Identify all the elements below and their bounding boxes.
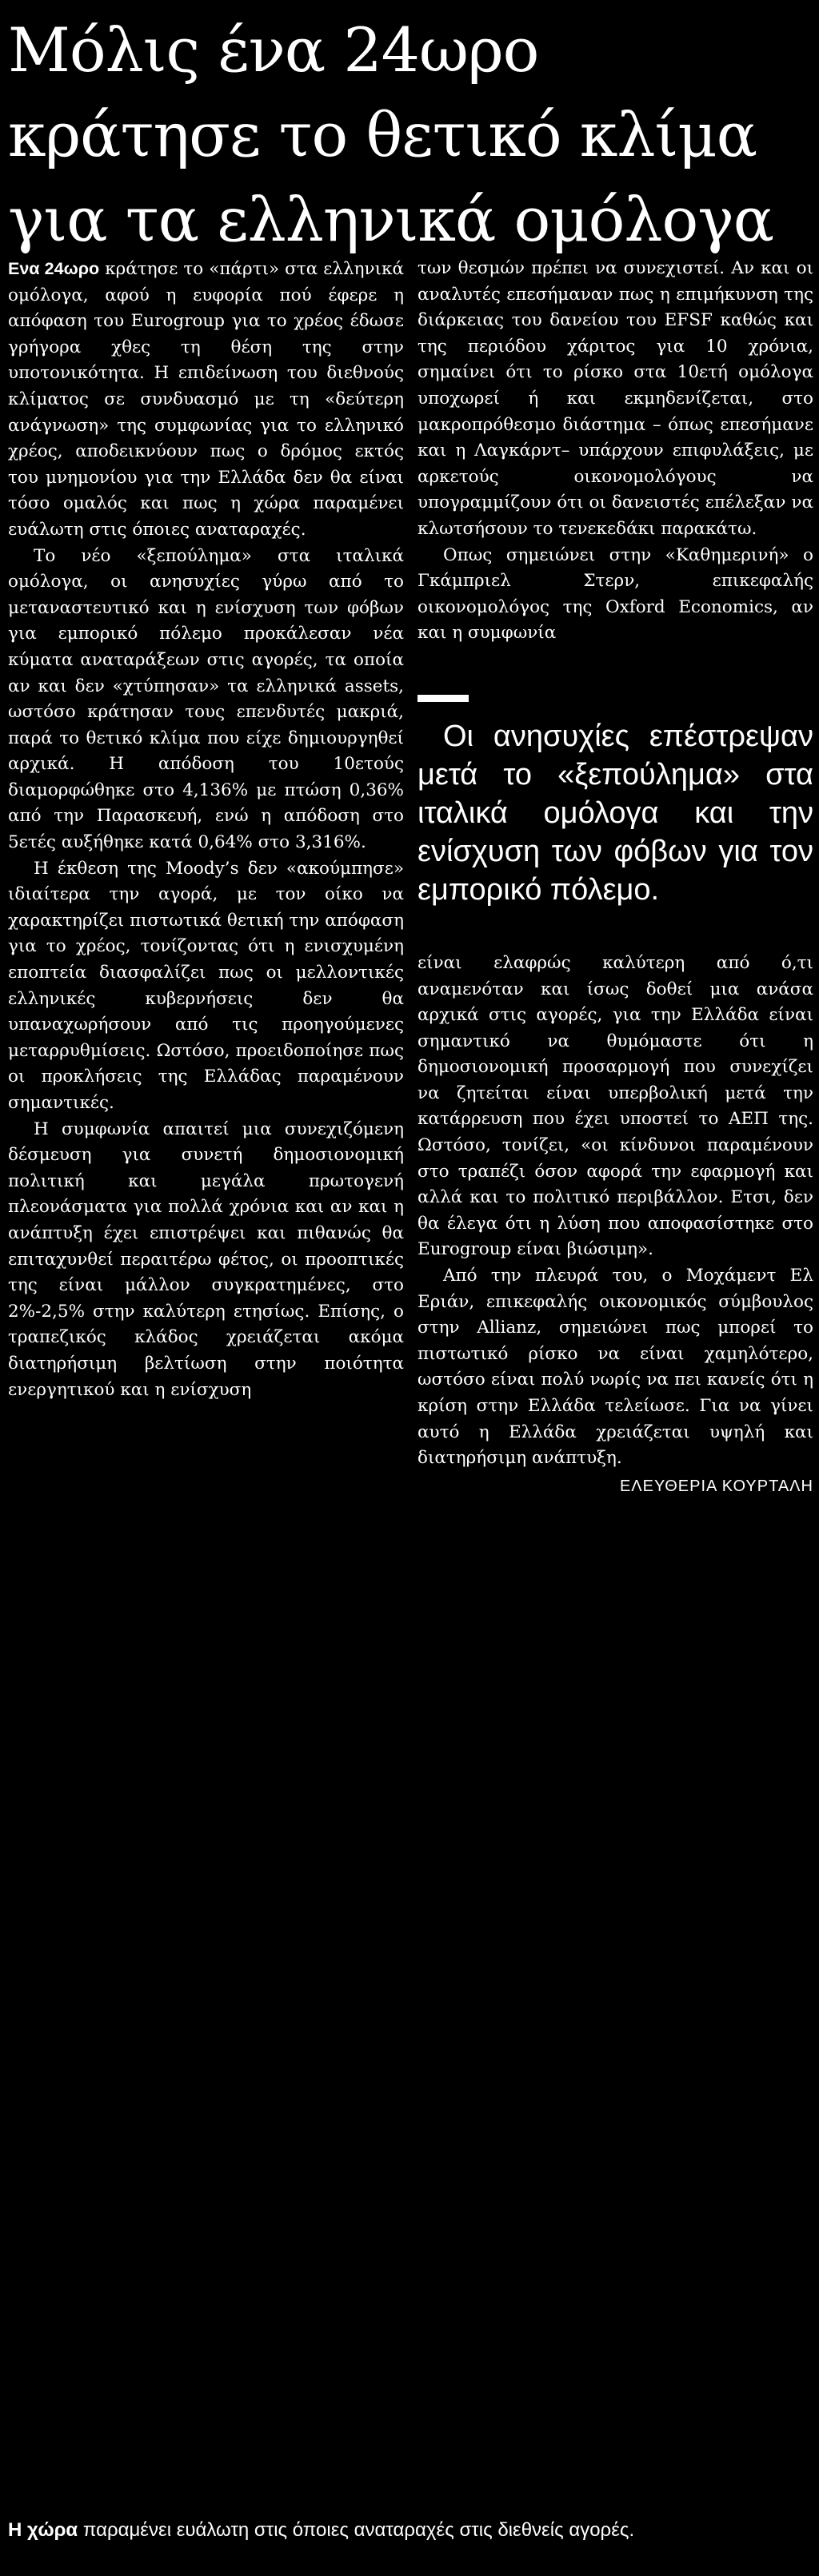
article-paragraph-2: Το νέο «ξεπούλημα» στα ιταλικά ομόλογα, οι ανησυχίες γύρω από το μεταναστευτικό και η ενίσχυση των φόβων για εμπορικό πόλεμο προκάλεσαν νέα κύματα αναταράξεων στις αγορές, τα οποία αν και δεν «χτύπησαν» τα ελληνικά assets, ωστόσο κράτησαν τους επενδυτές μακριά, παρά το θετικό κλίμα που είχε δημιουργηθεί αρχικά. Η απόδοση του 10ετούς διαμορφώθηκε στο 4,136% με πτώση 0,36% από την Παρασκευή, ενώ η απόδοση στο 5ετές αυξήθηκε κατά 0,64% στο 3,316%. — [8, 545, 404, 853]
headline-line-2: κράτησε το θετικό κλίμα — [8, 99, 757, 170]
headline-line-1: Μόλις ένα 24ωρο — [8, 14, 539, 86]
article-paragraph-4-part-2: των θεσμών πρέπει να συνεχιστεί. Αν και οι αναλυτές επεσήμαναν πως η επιμήκυνση της διάρκειας του δανείου του EFSF καθώς και της περιόδου χάριτος για 10 χρόνια, σημαίνει ότι το ρίσκο στα 10ετή ομόλογα υποχωρεί ή και εκμηδενίζεται, στο μακροπρόθεσμο διάστημα – όπως επεσήμανε και η Λαγκάρντ– υπάρχουν επιφυλάξεις, με αρκετούς οικονομολόγους να υπογραμμίζουν ότι οι δανειστές επέλεξαν να κλωτσήσουν το τενεκεδάκι παρακάτω. — [417, 258, 813, 539]
article-column-2 — [417, 256, 813, 1499]
article-paragraph-5-part-1: Οπως σημειώνει στην «Καθημερινή» ο Γκάμπριελ Στερν, επικεφαλής οικονομολόγος της Oxford Economics, αν και η συμφωνία — [417, 544, 813, 644]
article-column-1 — [8, 256, 404, 1403]
article-paragraph-5-part-2: είναι ελαφρώς καλύτερη από ό,τι αναμενόταν και ίσως δοθεί μια ανάσα αρχικά στις αγορές, για την Ελλάδα είναι σημαντικό να θυμόμαστε ότι η δημοσιονομική προσαρμογή που συνεχίζει να ζητείται είναι υπερβολική μετά την κατάρρευση που έχει υποστεί το ΑΕΠ της. Ωστόσο, τονίζει, «οι κίνδυνοι παραμένουν στο τραπέζι όσον αφορά την εφαρμογή και αλλά και το πολιτικό περιβάλλον. Ετσι, δεν θα έλεγα ότι η λύση που αποφασίστηκε στο Eurogroup είναι βιώσιμη». — [417, 952, 813, 1260]
article-paragraph-1 — [8, 256, 404, 544]
lead-in: Ενα 24ωρο — [8, 259, 100, 278]
article-paragraph-4-part-1: Η συμφωνία απαιτεί μια συνεχιζόμενη δέσμευση για συνετή δημοσιονομική πολιτική και μεγάλα πρωτογενή πλεονάσματα για πολλά χρόνια και αν και η ανάπτυξη έχει επιστρέψει και πιθανώς θα επιταχυνθεί περαιτέρω φέτος, οι προοπτικές της είναι μάλλον συγκρατημένες, στο 2%-2,5% στην καλύτερη ετησίως. Επίσης, ο τραπεζικός κλάδος χρειάζεται ακόμα διατηρήσιμη βελτίωση στην ποιότητα ενεργητικού και η ενίσχυση — [8, 1119, 404, 1400]
article-paragraph-6: Από την πλευρά του, ο Μοχάμεντ Ελ Εριάν, επικεφαλής οικονομικός σύμβουλος στην Allianz, σημειώνει πως μπορεί το πιστωτικό ρίσκο να είναι χαμηλότερο, ωστόσο είναι πολύ νωρίς να πει κανείς ότι η κρίση στην Ελλάδα τελείωσε. Για να γίνει αυτό η Ελλάδα χρειάζεται υψηλή και διατηρήσιμη ανάπτυξη. — [417, 1266, 813, 1469]
pull-quote-rule — [417, 695, 469, 702]
headline-line-3: για τα ελληνικά ομόλογα — [8, 184, 774, 255]
pull-quote — [417, 695, 813, 909]
article-headline — [8, 8, 808, 262]
pull-quote-text: Οι ανησυχίες επέστρεψαν μετά το «ξεπούλημα» στα ιταλικά ομόλογα και την ενίσχυση των φόβων για τον εμπορικό πόλεμο. — [417, 719, 813, 907]
caption-text: παραμένει ευάλωτη στις όποιες αναταραχές στις διεθνείς αγορές. — [78, 2519, 635, 2541]
author-byline: ΕΛΕΥΘΕΡΙΑ ΚΟΥΡΤΑΛΗ — [619, 1477, 813, 1495]
article-paragraph-3: Η έκθεση της Moody’s δεν «ακούμπησε» ιδιαίτερα την αγορά, με τον οίκο να χαρακτηρίζει πιστωτικά θετική την απόφαση για το χρέος, τονίζοντας ότι η ενισχυμένη εποπτεία διασφαλίζει πως οι μελλοντικές ελληνικές κυβερνήσεις δεν θα υπαναχωρήσουν από τις προηγούμενες μεταρρυθμίσεις. Ωστόσο, προειδοποίησε πως οι προκλήσεις της Ελλάδας παραμένουν σημαντικές. — [8, 858, 404, 1113]
caption-lead: Η χώρα — [8, 2519, 78, 2541]
photo-caption — [8, 2517, 811, 2544]
paragraph-1-text: κράτησε το «πάρτι» στα ελληνικά ομόλογα, αφού η ευφορία πού έφερε η απόφαση του Eurogroup για το χρέος έδωσε γρήγορα χθες τη θέση της στην υποτονικότητα. Η επιδείνωση του διεθνούς κλίματος σε συνδυασμό με τη «δεύτερη ανάγνωση» της συμφωνίας για το ελληνικό χρέος, αποδεικνύουν πως ο δρόμος εκτός του μνημονίου για την Ελλάδα δεν θα είναι τόσο ομαλός και πως η χώρα παραμένει ευάλωτη στις όποιες αναταραχές. — [8, 259, 405, 540]
